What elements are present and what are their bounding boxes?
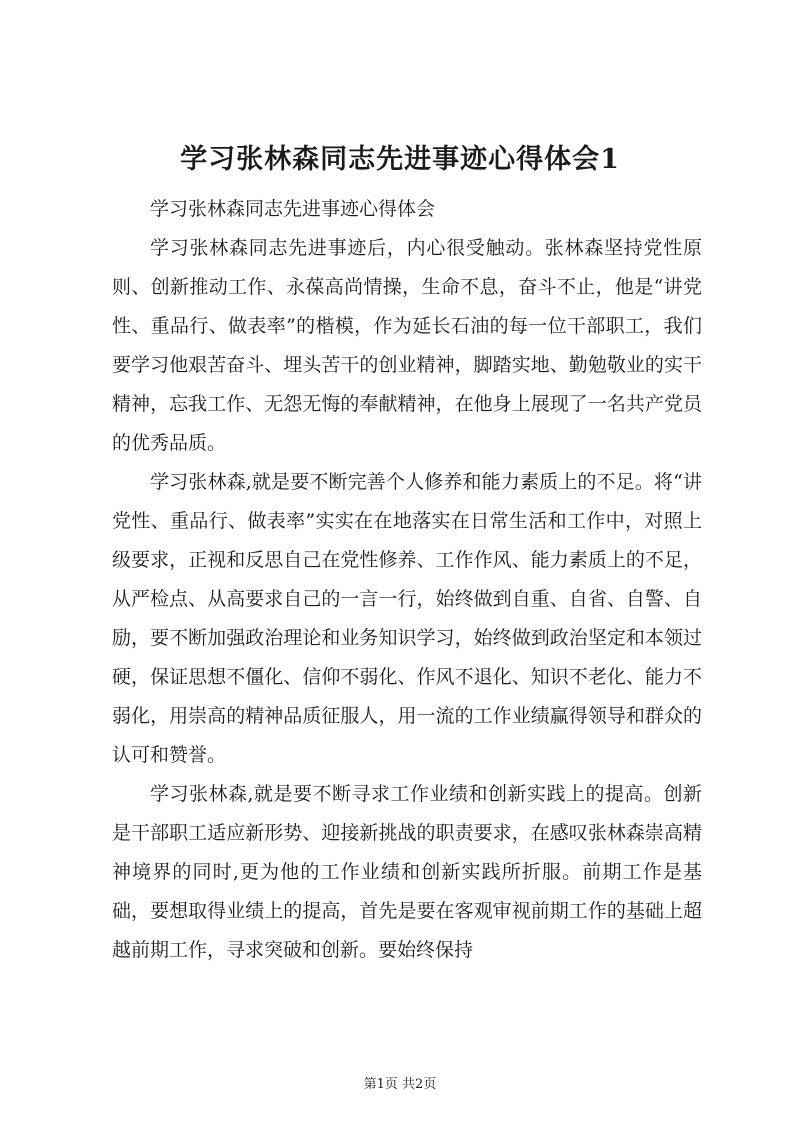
document-title: 学习张林森同志先进事迹心得体会1 <box>180 144 620 175</box>
paragraph-1: 学习张林森同志先进事迹后，内心很受触动。张林森坚持党性原则、创新推动工作、永葆高尚情操，生命不息，奋斗不止，他是“讲党性、重品行、做表率”的楷模，作为延长石油的每一位干部职工，我们要学习他艰苦奋斗、埋头苦干的创业精神，脚踏实地、勤勉敬业的实干精神，忘我工作、无怨无悔的奉献精神，在他身上展现了一名共产党员的优秀品质。 <box>112 237 702 454</box>
page-number-footer: 第1页 共2页 <box>363 1077 437 1092</box>
document-body <box>112 190 702 970</box>
paragraph-3: 学习张林森,就是要不断寻求工作业绩和创新实践上的提高。创新是干部职工适应新形势、迎接新挑战的职责要求，在感叹张林森崇高精神境界的同时,更为他的工作业绩和创新实践所折服。前期工作是基础，要想取得业绩上的提高，首先是要在客观审视前期工作的基础上超越前期工作，寻求突破和创新。要始终保持 <box>112 783 702 961</box>
paragraph-2: 学习张林森,就是要不断完善个人修养和能力素质上的不足。将“讲党性、重品行、做表率”实实在在地落实在日常生活和工作中，对照上级要求，正视和反思自己在党性修养、工作作风、能力素质上的不足，从严检点、从高要求自己的一言一行，始终做到自重、自省、自警、自励，要不断加强政治理论和业务知识学习，始终做到政治坚定和本领过硬，保证思想不僵化、信仰不弱化、作风不退化、知识不老化、能力不弱化，用崇高的精神品质征服人，用一流的工作业绩赢得领导和群众的认可和赞誉。 <box>112 471 702 766</box>
paragraph-subtitle: 学习张林森同志先进事迹心得体会 <box>150 198 436 220</box>
